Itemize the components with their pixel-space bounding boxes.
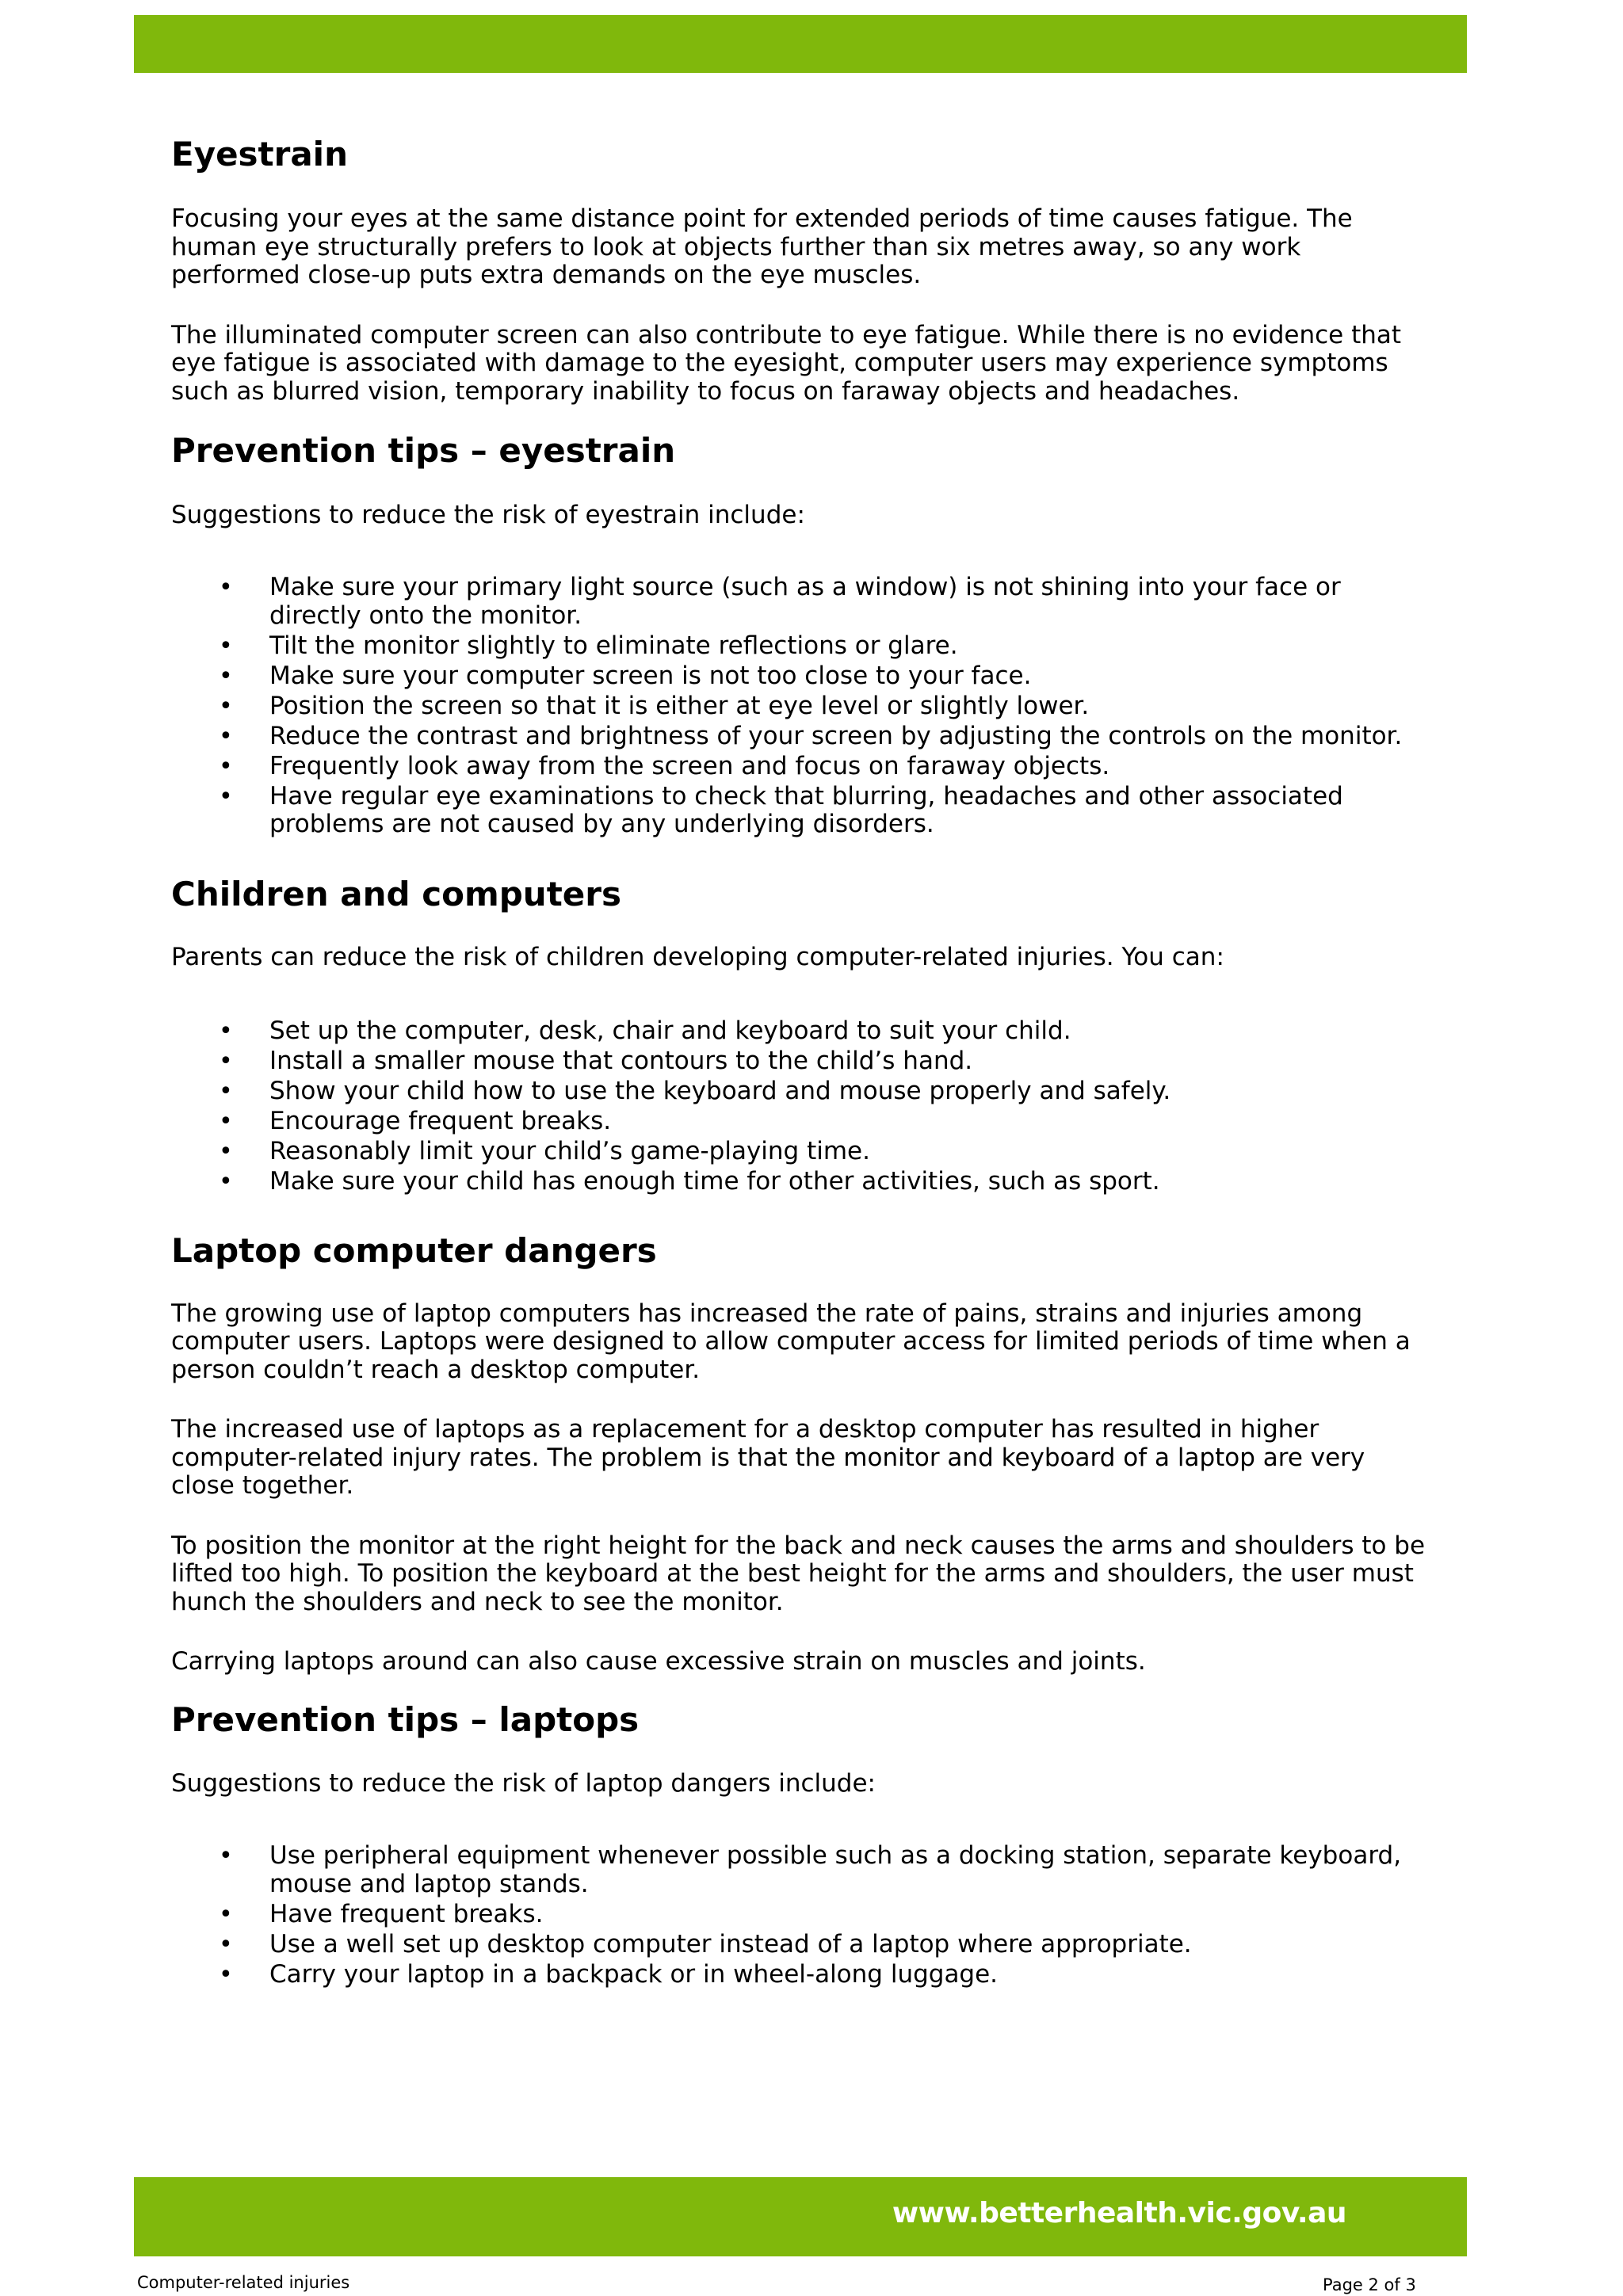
list-item: [171, 1077, 1431, 1106]
bullet-list: [171, 1017, 1431, 1196]
bullet-icon: •: [219, 662, 233, 690]
list-item-text: Make sure your child has enough time for other activities, such as sport.: [269, 1166, 1160, 1196]
section-heading: Prevention tips – laptops: [171, 1699, 640, 1739]
paragraph: To position the monitor at the right height for the back and neck causes the arms and shoulders to be lifted too high. To position the keyboard at the best height for the arms and shoulders, the user must hunch the shoulders and neck to see the monitor.: [171, 1531, 1426, 1616]
bullet-icon: •: [219, 1016, 233, 1045]
section-prevention-eyestrain: [171, 431, 1431, 838]
bullet-icon: •: [219, 1137, 233, 1165]
list-item: [171, 753, 1431, 781]
paragraph: Carrying laptops around can also cause excessive strain on muscles and joints.: [171, 1647, 1146, 1676]
section-laptop-dangers: [171, 1231, 1431, 1676]
list-item-text: Encourage frequent breaks.: [269, 1106, 612, 1135]
list-item: [171, 662, 1431, 691]
paragraph: The increased use of laptops as a replacement for a desktop computer has resulted in higher computer-related injury rates. The problem is that the monitor and keyboard of a laptop are very close together.: [171, 1415, 1365, 1501]
list-item-text: Have frequent breaks.: [269, 1899, 544, 1928]
bullet-list: [171, 574, 1431, 839]
section-children-computers: [171, 875, 1431, 1196]
bullet-icon: •: [219, 722, 233, 750]
list-item-text: Show your child how to use the keyboard and mouse properly and safely.: [269, 1076, 1171, 1105]
list-item-text: Reduce the contrast and brightness of your screen by adjusting the controls on the monitor.: [269, 721, 1403, 750]
bullet-icon: •: [219, 574, 233, 602]
list-item-text: Install a smaller mouse that contours to the child’s hand.: [269, 1046, 973, 1075]
list-item-text: Make sure your computer screen is not too close to your face.: [269, 661, 1032, 690]
bullet-icon: •: [219, 1900, 233, 1928]
bullet-icon: •: [219, 692, 233, 720]
list-item: [171, 692, 1431, 721]
section-heading: Children and computers: [171, 874, 621, 913]
section-intro: Suggestions to reduce the risk of laptop dangers include:: [171, 1768, 876, 1798]
section-heading: Prevention tips – eyestrain: [171, 431, 676, 471]
section-prevention-laptops: [171, 1700, 1431, 1989]
bullet-icon: •: [219, 631, 233, 660]
list-item-text: Position the screen so that it is either at eye level or slightly lower.: [269, 691, 1090, 720]
list-item: [171, 1168, 1431, 1196]
bullet-icon: •: [219, 1930, 233, 1958]
bullet-icon: •: [219, 1107, 233, 1135]
list-item-text: Reasonably limit your child’s game-playing time.: [269, 1136, 870, 1165]
footer-green-bar: [134, 2177, 1467, 2256]
footer-url-logo[interactable]: www.betterhealth.vic.gov.au: [892, 2197, 1346, 2229]
list-item: [171, 1047, 1431, 1076]
section-eyestrain: [171, 135, 1431, 406]
list-item: [171, 574, 1431, 630]
list-item-text: Frequently look away from the screen and focus on faraway objects.: [269, 751, 1110, 780]
list-item-text: Tilt the monitor slightly to eliminate reflections or glare.: [269, 631, 958, 660]
list-item: [171, 1842, 1431, 1898]
list-item: [171, 723, 1431, 751]
bullet-icon: •: [219, 1842, 233, 1871]
list-item: [171, 783, 1431, 839]
paragraph: The growing use of laptop computers has increased the rate of pains, strains and injuries among computer users. Laptops were designed to allow computer access for limited periods of time when a person couldn’t reach a desktop computer.: [171, 1299, 1411, 1384]
paragraph: The illuminated computer screen can also contribute to eye fatigue. While there is no evidence that eye fatigue is associated with damage to the eyesight, computer users may experience symptoms such as blurred vision, temporary inability to focus on faraway objects and headaches.: [171, 320, 1402, 406]
list-item: [171, 632, 1431, 661]
bullet-icon: •: [219, 782, 233, 810]
paragraph: Focusing your eyes at the same distance point for extended periods of time causes fatigue. The human eye structurally prefers to look at objects further than six metres away, so any work performed close-up puts extra demands on the eye muscles.: [171, 204, 1353, 290]
list-item-text: Carry your laptop in a backpack or in wheel-along luggage.: [269, 1959, 999, 1989]
list-item-text: Set up the computer, desk, chair and keyboard to suit your child.: [269, 1016, 1071, 1045]
bullet-icon: •: [219, 1077, 233, 1105]
section-intro: Parents can reduce the risk of children developing computer-related injuries. You can:: [171, 943, 1224, 972]
bullet-icon: •: [219, 1167, 233, 1196]
bullet-list: [171, 1842, 1431, 1989]
header-green-bar: [134, 15, 1467, 73]
bullet-icon: •: [219, 1960, 233, 1989]
list-item: [171, 1931, 1431, 1959]
section-heading: Laptop computer dangers: [171, 1231, 657, 1271]
list-item: [171, 1138, 1431, 1166]
bullet-icon: •: [219, 1047, 233, 1075]
footer-page-number: Page 2 of 3: [1323, 2275, 1416, 2294]
bullet-icon: •: [219, 752, 233, 780]
list-item-text: Use peripheral equipment whenever possible such as a docking station, separate keyboard, mouse and laptop stands.: [269, 1841, 1402, 1898]
list-item: [171, 1108, 1431, 1136]
list-item-text: Have regular eye examinations to check that blurring, headaches and other associated problems are not caused by any underlying disorders.: [269, 781, 1343, 839]
document-body: [171, 135, 1431, 1991]
section-intro: Suggestions to reduce the risk of eyestrain include:: [171, 500, 805, 529]
footer-document-title: Computer-related injuries: [137, 2273, 350, 2292]
list-item-text: Make sure your primary light source (such as a window) is not shining into your face or directly onto the monitor.: [269, 573, 1341, 630]
list-item: [171, 1961, 1431, 1989]
list-item: [171, 1901, 1431, 1929]
list-item-text: Use a well set up desktop computer instead of a laptop where appropriate.: [269, 1929, 1192, 1958]
section-heading: Eyestrain: [171, 135, 348, 174]
list-item: [171, 1017, 1431, 1046]
